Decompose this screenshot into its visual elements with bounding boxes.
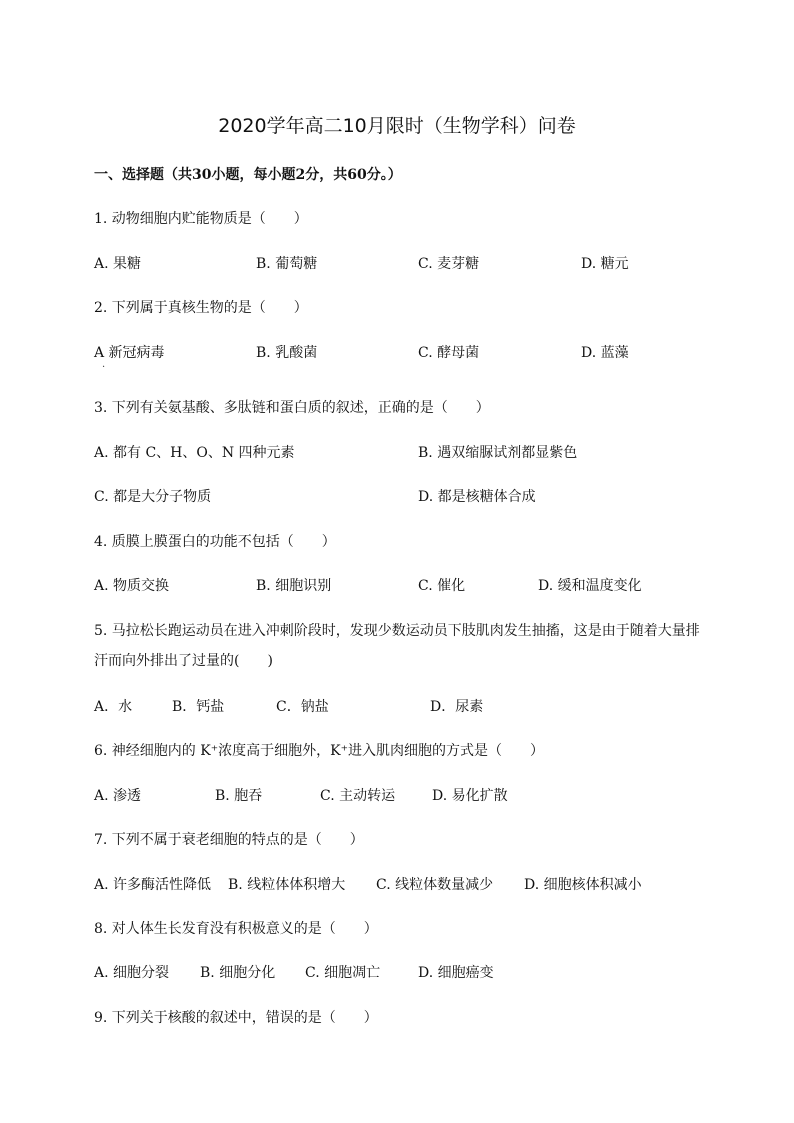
q6-option-a: A. 渗透 bbox=[94, 788, 142, 804]
question-3-stem: 3. 下列有关氨基酸、多肽链和蛋白质的叙述，正确的是（ ） bbox=[94, 400, 490, 416]
q3-option-b: B. 遇双缩脲试剂都显紫色 bbox=[418, 445, 578, 461]
q3-option-c: C. 都是大分子物质 bbox=[94, 489, 212, 505]
q7-option-a: A. 许多酶活性降低 bbox=[94, 877, 212, 893]
q4-option-b: B. 细胞识别 bbox=[256, 578, 332, 594]
question-9-stem: 9. 下列关于核酸的叙述中，错误的是（ ） bbox=[94, 1010, 378, 1026]
q1-option-a: A. 果糖 bbox=[94, 256, 142, 272]
question-2-stem: 2. 下列属于真核生物的是（ ） bbox=[94, 300, 308, 316]
q6-option-b: B. 胞吞 bbox=[215, 788, 263, 804]
question-8-stem: 8. 对人体生长发育没有积极意义的是（ ） bbox=[94, 921, 378, 937]
stray-mark: · bbox=[102, 362, 106, 373]
question-5-stem: 5. 马拉松长跑运动员在进入冲刺阶段时，发现少数运动员下肢肌肉发生抽搐，这是由于随着大量排 bbox=[94, 623, 700, 639]
q8-option-b: B. 细胞分化 bbox=[200, 965, 276, 981]
question-5-stem-cont: 汗而向外排出了过量的( ) bbox=[94, 653, 273, 669]
q2-option-c: C. 酵母菌 bbox=[418, 345, 480, 361]
q4-option-d: D. 缓和温度变化 bbox=[538, 578, 642, 594]
exam-title: 2020学年高二10月限时（生物学科）问卷 bbox=[218, 115, 576, 137]
question-6-stem: 6. 神经细胞内的 K⁺浓度高于细胞外，K⁺进入肌肉细胞的方式是（ ） bbox=[94, 743, 544, 759]
q2-option-b: B. 乳酸菌 bbox=[256, 345, 318, 361]
q2-option-d: D. 蓝藻 bbox=[581, 345, 629, 361]
q4-option-a: A. 物质交换 bbox=[94, 578, 170, 594]
q7-option-d: D. 细胞核体积减小 bbox=[524, 877, 642, 893]
q5-option-b: B．钙盐 bbox=[172, 699, 225, 715]
q5-option-a: A．水 bbox=[94, 699, 133, 715]
q7-option-b: B. 线粒体体积增大 bbox=[228, 877, 346, 893]
q3-option-a: A. 都有 C、H、O、N 四种元素 bbox=[94, 445, 295, 461]
q4-option-c: C. 催化 bbox=[418, 578, 466, 594]
q6-option-c: C. 主动转运 bbox=[320, 788, 396, 804]
question-4-stem: 4. 质膜上膜蛋白的功能不包括（ ） bbox=[94, 534, 336, 550]
q1-option-c: C. 麦芽糖 bbox=[418, 256, 480, 272]
question-7-stem: 7. 下列不属于衰老细胞的特点的是（ ） bbox=[94, 832, 364, 848]
section-heading: 一、选择题（共30小题，每小题2分，共60分。） bbox=[94, 167, 402, 183]
q7-option-c: C. 线粒体数量减少 bbox=[376, 877, 494, 893]
q6-option-d: D. 易化扩散 bbox=[432, 788, 508, 804]
q1-option-b: B. 葡萄糖 bbox=[256, 256, 318, 272]
q1-option-d: D. 糖元 bbox=[581, 256, 629, 272]
q2-option-a: A 新冠病毒 bbox=[94, 345, 165, 361]
q3-option-d: D. 都是核糖体合成 bbox=[418, 489, 536, 505]
q5-option-c: C．钠盐 bbox=[276, 699, 329, 715]
q8-option-d: D. 细胞癌变 bbox=[418, 965, 494, 981]
question-1-stem: 1. 动物细胞内贮能物质是（ ） bbox=[94, 211, 308, 227]
q8-option-a: A. 细胞分裂 bbox=[94, 965, 170, 981]
q8-option-c: C. 细胞凋亡 bbox=[305, 965, 381, 981]
q5-option-d: D．尿素 bbox=[430, 699, 484, 715]
